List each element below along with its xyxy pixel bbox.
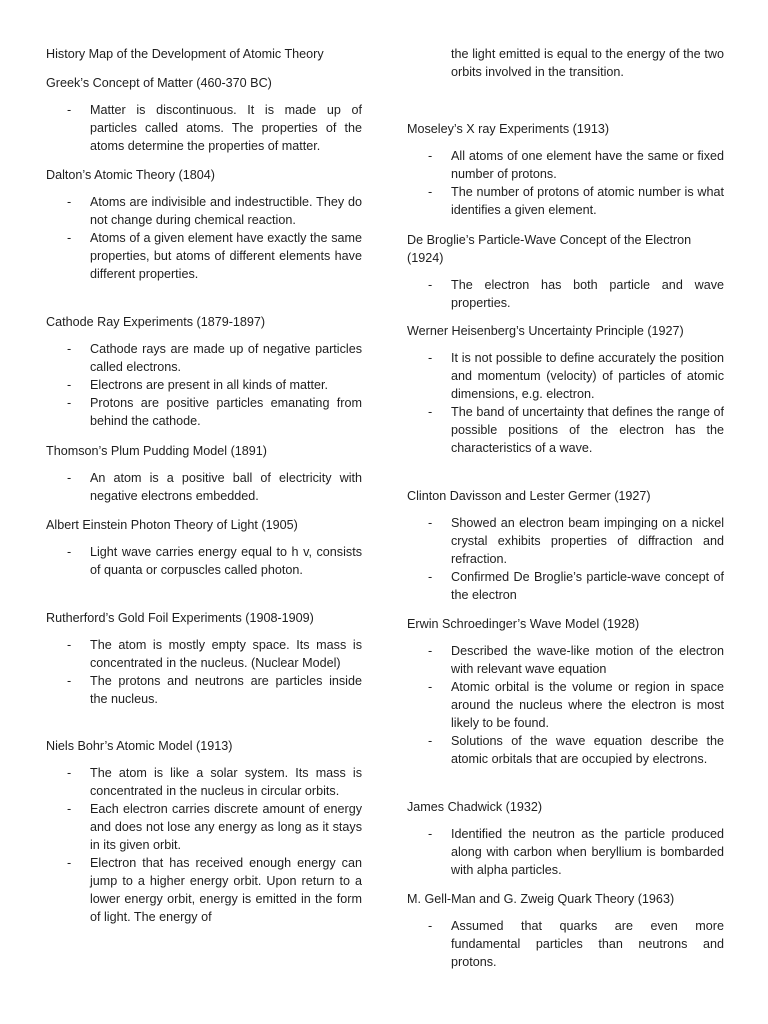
document-title: History Map of the Development of Atomic Theory <box>46 47 324 61</box>
item-text: An atom is a positive ball of electricity with negative electrons embedded. <box>90 471 362 503</box>
item-text: Showed an electron beam impinging on a nickel crystal exhibits properties of diffraction and refraction. <box>451 516 724 566</box>
section-dalton-atomic-theory <box>46 166 362 283</box>
bullet-dash: - <box>67 231 72 245</box>
bullet-dash: - <box>67 638 72 652</box>
section-heading: Albert Einstein Photon Theory of Light (1905) <box>46 518 298 532</box>
bullet-dash: - <box>67 766 72 780</box>
bullet-dash: - <box>67 342 72 356</box>
section-gell-man-zweig-quark <box>407 890 724 971</box>
section-de-broglie <box>407 231 724 312</box>
section-chadwick <box>407 798 724 879</box>
bullet-dash: - <box>428 516 433 530</box>
item-text: Electron that has received enough energy can jump to a higher energy orbit. Upon return to a lower energy orbit, energy is emitted in the form of light. The energy of <box>90 856 362 924</box>
section-heading: Clinton Davisson and Lester Germer (1927) <box>407 489 651 503</box>
item-text: The atom is like a solar system. Its mass is concentrated in the nucleus in circular orbits. <box>90 766 362 798</box>
list-item <box>407 147 724 183</box>
list-item <box>407 642 724 678</box>
section-heading: Werner Heisenberg’s Uncertainty Principle (1927) <box>407 324 684 338</box>
item-text: The electron has both particle and wave properties. <box>451 278 724 310</box>
list-item <box>46 376 362 394</box>
list-item <box>407 276 724 312</box>
item-text: Electrons are present in all kinds of matter. <box>90 378 328 392</box>
item-text: The number of protons of atomic number is what identifies a given element. <box>451 185 724 217</box>
section-schroedinger-wave-model <box>407 615 724 768</box>
item-text: Each electron carries discrete amount of energy and does not lose any energy as long as it stays in its given orbit. <box>90 802 362 852</box>
section-heading: Rutherford’s Gold Foil Experiments (1908-1909) <box>46 611 314 625</box>
list-item <box>407 568 724 604</box>
section-bohr-atomic-model <box>46 737 362 926</box>
section-heading: Niels Bohr’s Atomic Model (1913) <box>46 739 233 753</box>
list-item <box>407 183 724 219</box>
section-davisson-germer <box>407 487 724 604</box>
item-text: Atoms are indivisible and indestructible. They do not change during chemical reaction. <box>90 195 362 227</box>
item-text: It is not possible to define accurately the position and momentum (velocity) of particles of atomic dimensions, e.g. electron. <box>451 351 724 401</box>
list-item <box>46 193 362 229</box>
section-heading: Greek’s Concept of Matter (460-370 BC) <box>46 76 272 90</box>
bullet-dash: - <box>428 827 433 841</box>
item-text: Identified the neutron as the particle produced along with carbon when beryllium is bombarded with alpha particles. <box>451 827 724 877</box>
bullet-dash: - <box>67 378 72 392</box>
section-heading: Cathode Ray Experiments (1879-1897) <box>46 315 266 329</box>
list-item <box>46 764 362 800</box>
list-item <box>46 229 362 283</box>
continuation-text: the light emitted is equal to the energy of the two orbits involved in the transition. <box>451 47 724 79</box>
list-item <box>46 543 362 579</box>
bullet-dash: - <box>428 734 433 748</box>
bullet-dash: - <box>428 680 433 694</box>
list-item <box>407 732 724 768</box>
item-text: Atomic orbital is the volume or region in space around the nucleus where the electron is most likely to be found. <box>451 680 724 730</box>
section-rutherford-gold-foil <box>46 609 362 708</box>
bullet-dash: - <box>428 278 433 292</box>
item-text: Cathode rays are made up of negative particles called electrons. <box>90 342 362 374</box>
bohr-continuation <box>407 45 724 81</box>
section-greek-concept <box>46 74 362 155</box>
list-item <box>407 678 724 732</box>
item-text: Solutions of the wave equation describe the atomic orbitals that are occupied by electrons. <box>451 734 724 766</box>
item-text: All atoms of one element have the same or fixed number of protons. <box>451 149 724 181</box>
list-item <box>46 672 362 708</box>
item-text: Protons are positive particles emanating from behind the cathode. <box>90 396 362 428</box>
bullet-dash: - <box>67 674 72 688</box>
list-item <box>46 101 362 155</box>
section-heading: Moseley’s X ray Experiments (1913) <box>407 122 610 136</box>
item-text: The protons and neutrons are particles inside the nucleus. <box>90 674 362 706</box>
bullet-dash: - <box>67 195 72 209</box>
section-thomson-plum-pudding <box>46 442 362 505</box>
list-item <box>407 403 724 457</box>
section-heading: De Broglie’s Particle-Wave Concept of the Electron (1924) <box>407 233 692 265</box>
bullet-dash: - <box>428 185 433 199</box>
bullet-dash: - <box>428 644 433 658</box>
list-item <box>46 394 362 430</box>
list-item <box>407 917 724 971</box>
item-text: The band of uncertainty that defines the range of possible positions of the electron has the characteristics of a wave. <box>451 405 724 455</box>
item-text: The atom is mostly empty space. Its mass is concentrated in the nucleus. (Nuclear Model) <box>90 638 362 670</box>
list-item <box>407 514 724 568</box>
item-text: Matter is discontinuous. It is made up of particles called atoms. The properties of the atoms determine the properties of matter. <box>90 103 362 153</box>
list-item <box>407 349 724 403</box>
bullet-dash: - <box>428 405 433 419</box>
bullet-dash: - <box>67 396 72 410</box>
bullet-dash: - <box>428 570 433 584</box>
section-heading: Thomson’s Plum Pudding Model (1891) <box>46 444 267 458</box>
section-heisenberg-uncertainty <box>407 322 724 457</box>
bullet-dash: - <box>67 802 72 816</box>
bullet-dash: - <box>67 545 72 559</box>
list-item <box>46 340 362 376</box>
list-item <box>46 800 362 854</box>
section-heading: James Chadwick (1932) <box>407 800 543 814</box>
bullet-dash: - <box>428 351 433 365</box>
bullet-dash: - <box>428 149 433 163</box>
list-item <box>46 636 362 672</box>
section-einstein-photon-theory <box>46 516 362 579</box>
item-text: Assumed that quarks are even more fundamental particles than neutrons and protons. <box>451 919 724 969</box>
bullet-dash: - <box>67 471 72 485</box>
list-item <box>407 825 724 879</box>
item-text: Light wave carries energy equal to h v, consists of quanta or corpuscles called photon. <box>90 545 362 577</box>
bullet-dash: - <box>428 919 433 933</box>
list-item <box>46 854 362 926</box>
item-text: Confirmed De Broglie’s particle-wave concept of the electron <box>451 570 724 602</box>
section-cathode-ray-experiments <box>46 313 362 430</box>
section-heading: M. Gell-Man and G. Zweig Quark Theory (1963) <box>407 892 675 906</box>
section-heading: Erwin Schroedinger’s Wave Model (1928) <box>407 617 640 631</box>
item-text: Described the wave-like motion of the electron with relevant wave equation <box>451 644 724 676</box>
section-heading: Dalton’s Atomic Theory (1804) <box>46 168 215 182</box>
item-text: Atoms of a given element have exactly the same properties, but atoms of different elements have different properties. <box>90 231 362 281</box>
section-moseley-xray <box>407 120 724 219</box>
bullet-dash: - <box>67 856 72 870</box>
bullet-dash: - <box>67 103 72 117</box>
list-item <box>46 469 362 505</box>
